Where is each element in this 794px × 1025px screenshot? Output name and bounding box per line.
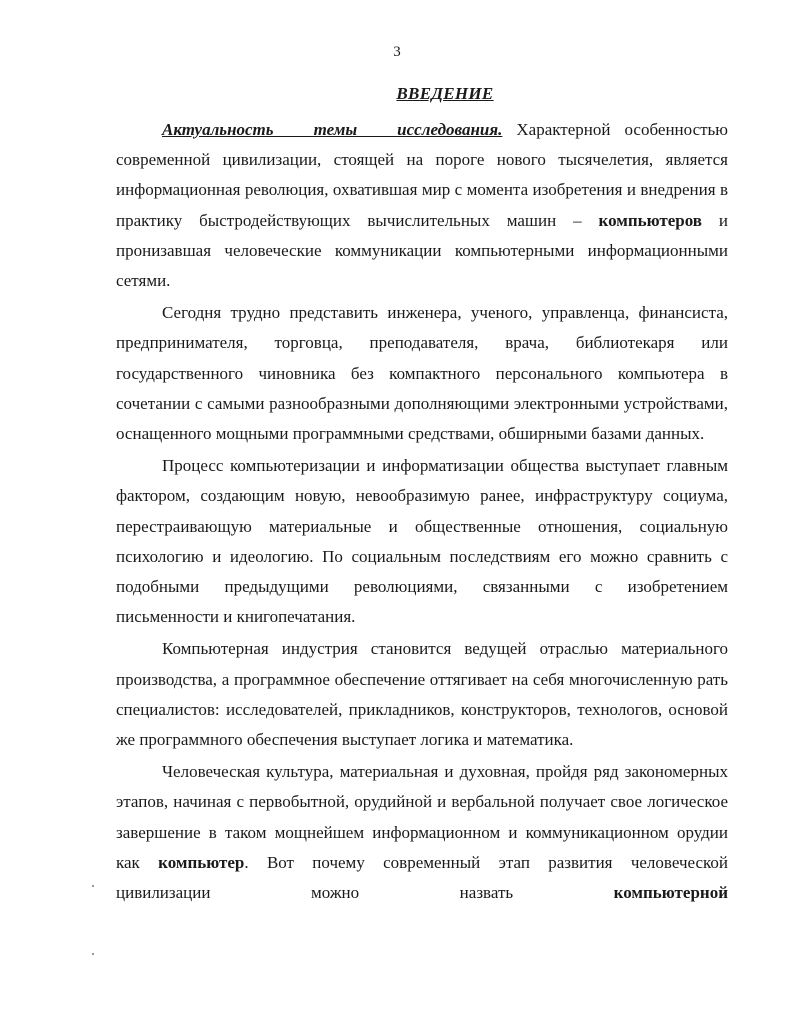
- relevance-lead: Актуальность темы исследования.: [162, 120, 503, 139]
- scan-speck: [92, 885, 94, 887]
- paragraph-text: . Вот почему современный этап развития человеческой цивилизации можно назвать: [116, 852, 728, 903]
- bold-term: компьютеров: [598, 210, 702, 230]
- paragraph-computerization: Процесс компьютеризации и информатизации общества выступает главным фактором, создающим новую, невообразимую ранее, инфраструктуру социума, перестраивающую материальные и общественные отношения, социальную психологию и идеологию. По социальным последствиям его можно сравнить с подобными предыдущими революциями, связанными с изобретением письменности и книгопечатания.: [116, 456, 728, 627]
- scan-speck: [92, 953, 94, 955]
- paragraph-text: Характерной особенностью современной цивилизации, стоящей на пороге нового тысячелетия, является информационная революция, охватившая мир с момента изобретения и внедрения в практику быстродействующих вычислительных машин –: [116, 120, 728, 230]
- paragraph-culture: [116, 757, 728, 908]
- paragraph-industry: Компьютерная индустрия становится ведущей отраслью материального производства, а программное обеспечение оттягивает на себя многочисленную рать специалистов: исследователей, прикладников, конструкторов, технологов, основой же программного обеспечения выступает логика и математика.: [116, 639, 728, 750]
- bold-term: компьютер: [158, 852, 245, 872]
- paragraph-professions: Сегодня трудно представить инженера, ученого, управленца, финансиста, предпринимателя, торговца, преподавателя, врача, библиотекаря или государственного чиновника без компактного персонального компьютера в сочетании с самыми разнообразными дополняющими электронными устройствами, оснащенного мощными программными средствами, обширными базами данных.: [116, 303, 728, 444]
- paragraph-relevance: [116, 115, 728, 296]
- paragraph-text: и пронизавшая человеческие коммуникации компьютерными информационными сетями.: [116, 210, 728, 291]
- bold-term: компьютерной: [613, 883, 728, 903]
- body-text: [116, 115, 728, 908]
- section-heading: ВВЕДЕНИЕ: [396, 84, 494, 103]
- page-number: 3: [393, 44, 401, 60]
- paragraph-text: Человеческая культура, материальная и духовная, пройдя ряд закономерных этапов, начиная с первобытной, орудийной и вербальной получает свое логическое завершение в таком мощнейшем информационном и коммуникационном орудии как: [116, 762, 728, 872]
